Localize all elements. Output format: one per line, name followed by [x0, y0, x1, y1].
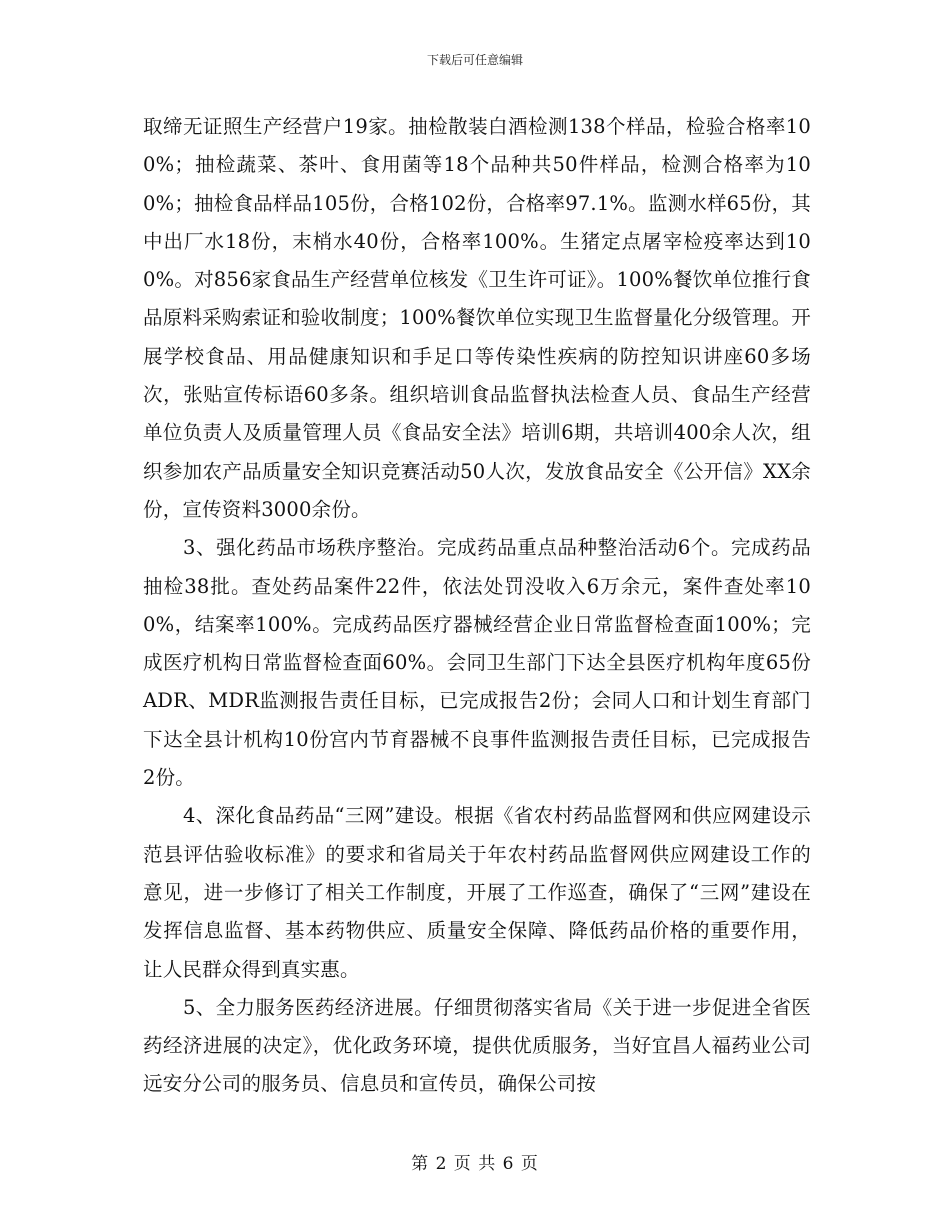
page-number-footer: 第 2 页 共 6 页 — [411, 1154, 539, 1174]
page-header-note: 下载后可任意编辑 — [426, 53, 523, 67]
paragraph-food-safety-continuation: 取缔无证照生产经营户19家。抽检散装白酒检测138个样品，检验合格率100%；抽检蔬菜、茶叶、食用菌等18个品种共50件样品，检测合格率为100%；抽检食品样品105份，合格102份，合格率97.1%。监测水样65份，其中出厂水18份，末梢水40份，合格率100%。生猪定点屠宰检疫率达到100%。对856家食品生产经营单位核发《卫生许可证》。100%餐饮单位推行食品原料采购索证和验收制度；100%餐饮单位实现卫生监督量化分级管理。开展学校食品、用品健康知识和手足口等传染性疾病的防控知识讲座60多场次，张贴宣传标语60多条。组织培训食品监督执法检查人员、食品生产经营单位负责人及质量管理人员《食品安全法》培训6期，共培训400余人次，组织参加农产品质量安全知识竞赛活动50人次，发放食品安全《公开信》XX余份，宣传资料3000余份。 — [143, 115, 811, 521]
paragraph-drug-market-regulation: 3、强化药品市场秩序整治。完成药品重点品种整治活动6个。完成药品抽检38批。查处药品案件22件，依法处罚没收入6万余元，案件查处率100%，结案率100%。完成药品医疗器械经营企业日常监督检查面100%；完成医疗机构日常监督检查面60%。会同卫生部门下达全县医疗机构年度65份ADR、MDR监测报告责任目标，已完成报告2份；会同人口和计划生育部门下达全县计机构10份宫内节育器械不良事件监测报告责任目标，已完成报告2份。 — [143, 536, 811, 790]
paragraph-pharma-economy-service: 5、全力服务医药经济进展。仔细贯彻落实省局《关于进一步促进全省医药经济进展的决定》，优化政务环境，提供优质服务，当好宜昌人福药业公司远安分公司的服务员、信息员和宣传员，确保公司按 — [143, 995, 811, 1096]
document-body — [143, 108, 811, 1104]
paragraph-three-network-construction: 4、深化食品药品“三网”建设。根据《省农村药品监督网和供应网建设示范县评估验收标准》的要求和省局关于年农村药品监督网供应网建设工作的意见，进一步修订了相关工作制度，开展了工作巡查，确保了“三网”建设在发挥信息监督、基本药物供应、质量安全保障、降低药品价格的重要作用，让人民群众得到真实惠。 — [143, 804, 811, 981]
